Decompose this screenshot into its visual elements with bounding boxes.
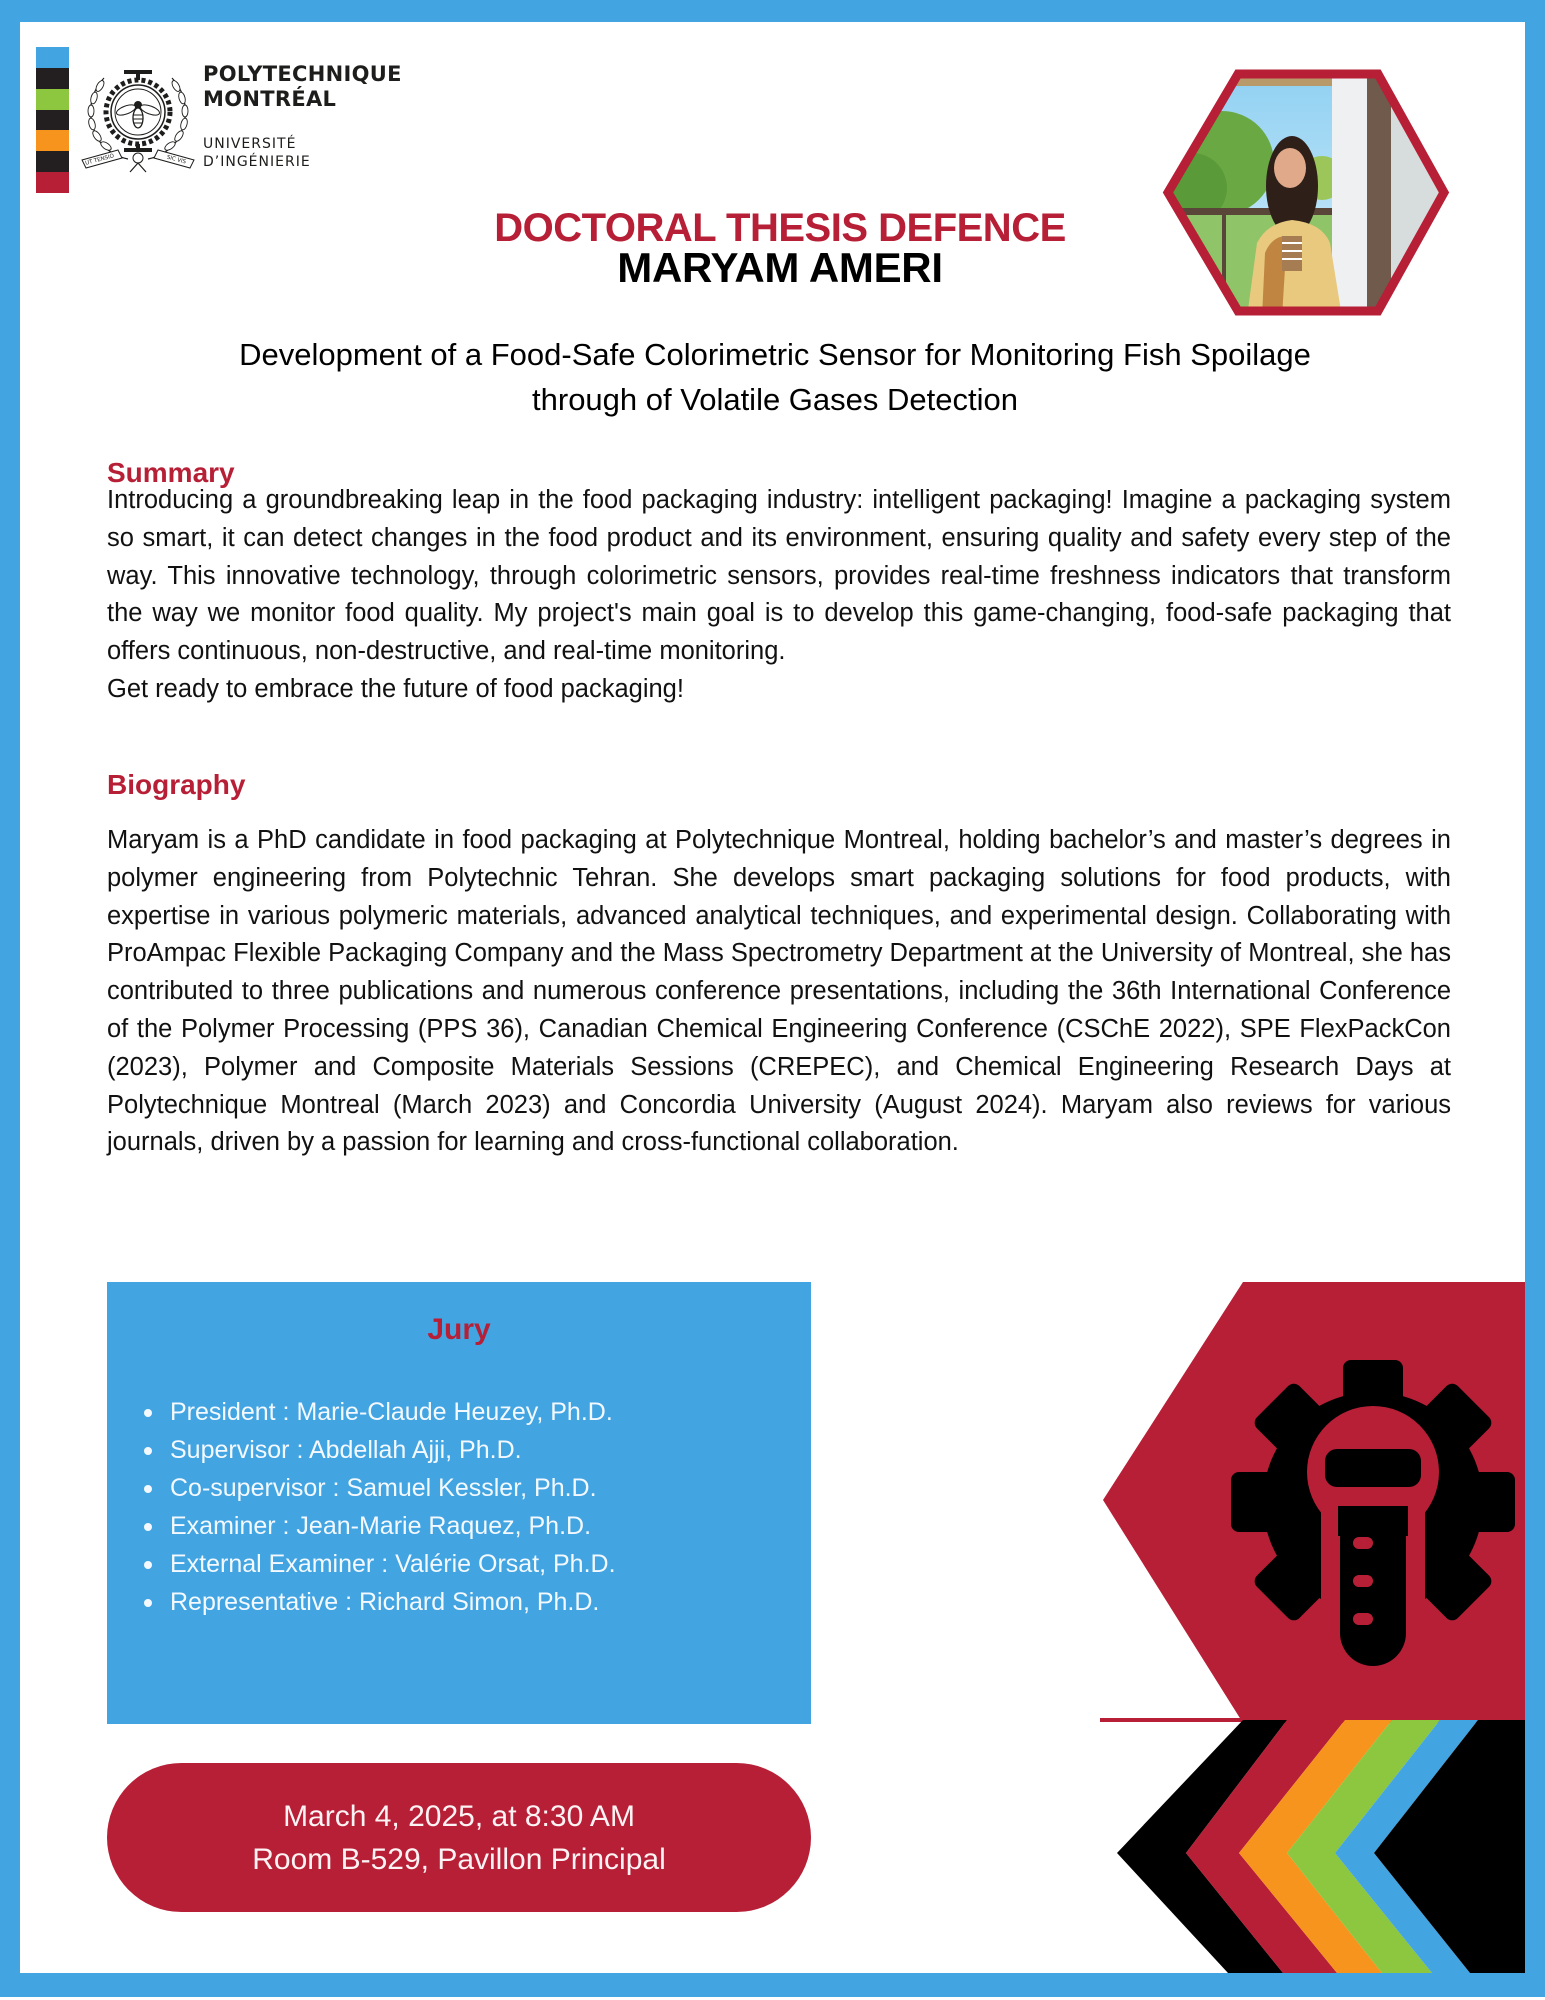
event-type-heading: DOCTORAL THESIS DEFENCE [494, 206, 1066, 250]
frame-border-left [0, 0, 20, 1997]
thesis-title-line1: Development of a Food-Safe Colorimetric Sensor for Monitoring Fish Spoilage [239, 337, 1311, 372]
decorative-hexagon [1100, 1280, 1525, 1725]
color-stripe-green [36, 89, 69, 110]
jury-list [144, 1393, 616, 1621]
summary-paragraph: Introducing a groundbreaking leap in the food packaging industry: intelligent packaging! Imagine a packaging system so smart, it can detect changes in the food product and its environment, ensuring quality and safety every step of the way. This innovative technology, through colorimetric sensors, provides real-time freshness indicators that transform the way we monitor food quality. My project's main goal is to develop this game-changing, food-safe packaging that offers continuous, non-destructive, and real-time monitoring. [107, 486, 1451, 666]
color-stripe-black [36, 110, 69, 131]
event-location: Room B-529, Pavillon Principal [252, 1842, 666, 1876]
logo-sub-line2: D’INGÉNIERIE [203, 154, 311, 170]
jury-member-examiner: Examiner : Jean-Marie Raquez, Ph.D. [144, 1507, 616, 1545]
decorative-chevron-stripes [1100, 1718, 1525, 1974]
logo-tagline [203, 135, 311, 171]
seal-motto-left: UT TENSIO [84, 153, 115, 167]
frame-border-top [0, 0, 1545, 22]
seal-motto-right: SIC VIS [166, 154, 187, 166]
jury-member-external-examiner: External Examiner : Valérie Orsat, Ph.D. [144, 1545, 616, 1583]
jury-heading: Jury [427, 1313, 491, 1346]
university-seal-icon [78, 60, 198, 175]
color-stripe-blue [36, 47, 69, 68]
frame-border-right [1525, 0, 1545, 1997]
logo-wordmark [203, 62, 402, 112]
candidate-name: MARYAM AMERI [617, 244, 943, 291]
frame-border-bottom [0, 1973, 1545, 1997]
logo-color-bar [36, 47, 69, 193]
logo-name-line2: MONTRÉAL [203, 87, 337, 111]
candidate-photo [1162, 68, 1450, 317]
logo-name-line1: POLYTECHNIQUE [203, 62, 402, 86]
summary-heading: Summary [107, 457, 235, 488]
summary-body [107, 482, 1451, 709]
event-datetime: March 4, 2025, at 8:30 AM [283, 1799, 635, 1833]
color-stripe-orange [36, 130, 69, 151]
thesis-title-line2: through of Volatile Gases Detection [532, 382, 1018, 417]
jury-panel [107, 1282, 811, 1724]
logo-sub-line1: UNIVERSITÉ [203, 136, 297, 152]
summary-closing: Get ready to embrace the future of food packaging! [107, 674, 684, 703]
jury-member-president: President : Marie-Claude Heuzey, Ph.D. [144, 1393, 616, 1431]
jury-member-co-supervisor: Co-supervisor : Samuel Kessler, Ph.D. [144, 1469, 616, 1507]
color-stripe-red [36, 172, 69, 193]
jury-member-supervisor: Supervisor : Abdellah Ajji, Ph.D. [144, 1431, 616, 1469]
jury-member-representative: Representative : Richard Simon, Ph.D. [144, 1583, 616, 1621]
event-details-pill [107, 1763, 811, 1912]
biography-heading: Biography [107, 769, 246, 800]
thesis-title [100, 332, 1450, 422]
color-stripe-black [36, 151, 69, 172]
color-stripe-black [36, 68, 69, 89]
biography-paragraph: Maryam is a PhD candidate in food packaging at Polytechnique Montreal, holding bachelor’s and master’s degrees in polymer engineering from Polytechnic Tehran. She develops smart packaging solutions for food products, with expertise in various polymeric materials, advanced analytical techniques, and experimental design. Collaborating with ProAmpac Flexible Packaging Company and the Mass Spectrometry Department at the University of Montreal, she has contributed to three publications and numerous conference presentations, including the 36th International Conference of the Polymer Processing (PPS 36), Canadian Chemical Engineering Conference (CSChE 2022), SPE FlexPackCon (2023), Polymer and Composite Materials Sessions (CREPEC), and Chemical Engineering Research Days at Polytechnique Montreal (March 2023) and Concordia University (August 2024). Maryam also reviews for various journals, driven by a passion for learning and cross-functional collaboration. [107, 826, 1451, 1157]
